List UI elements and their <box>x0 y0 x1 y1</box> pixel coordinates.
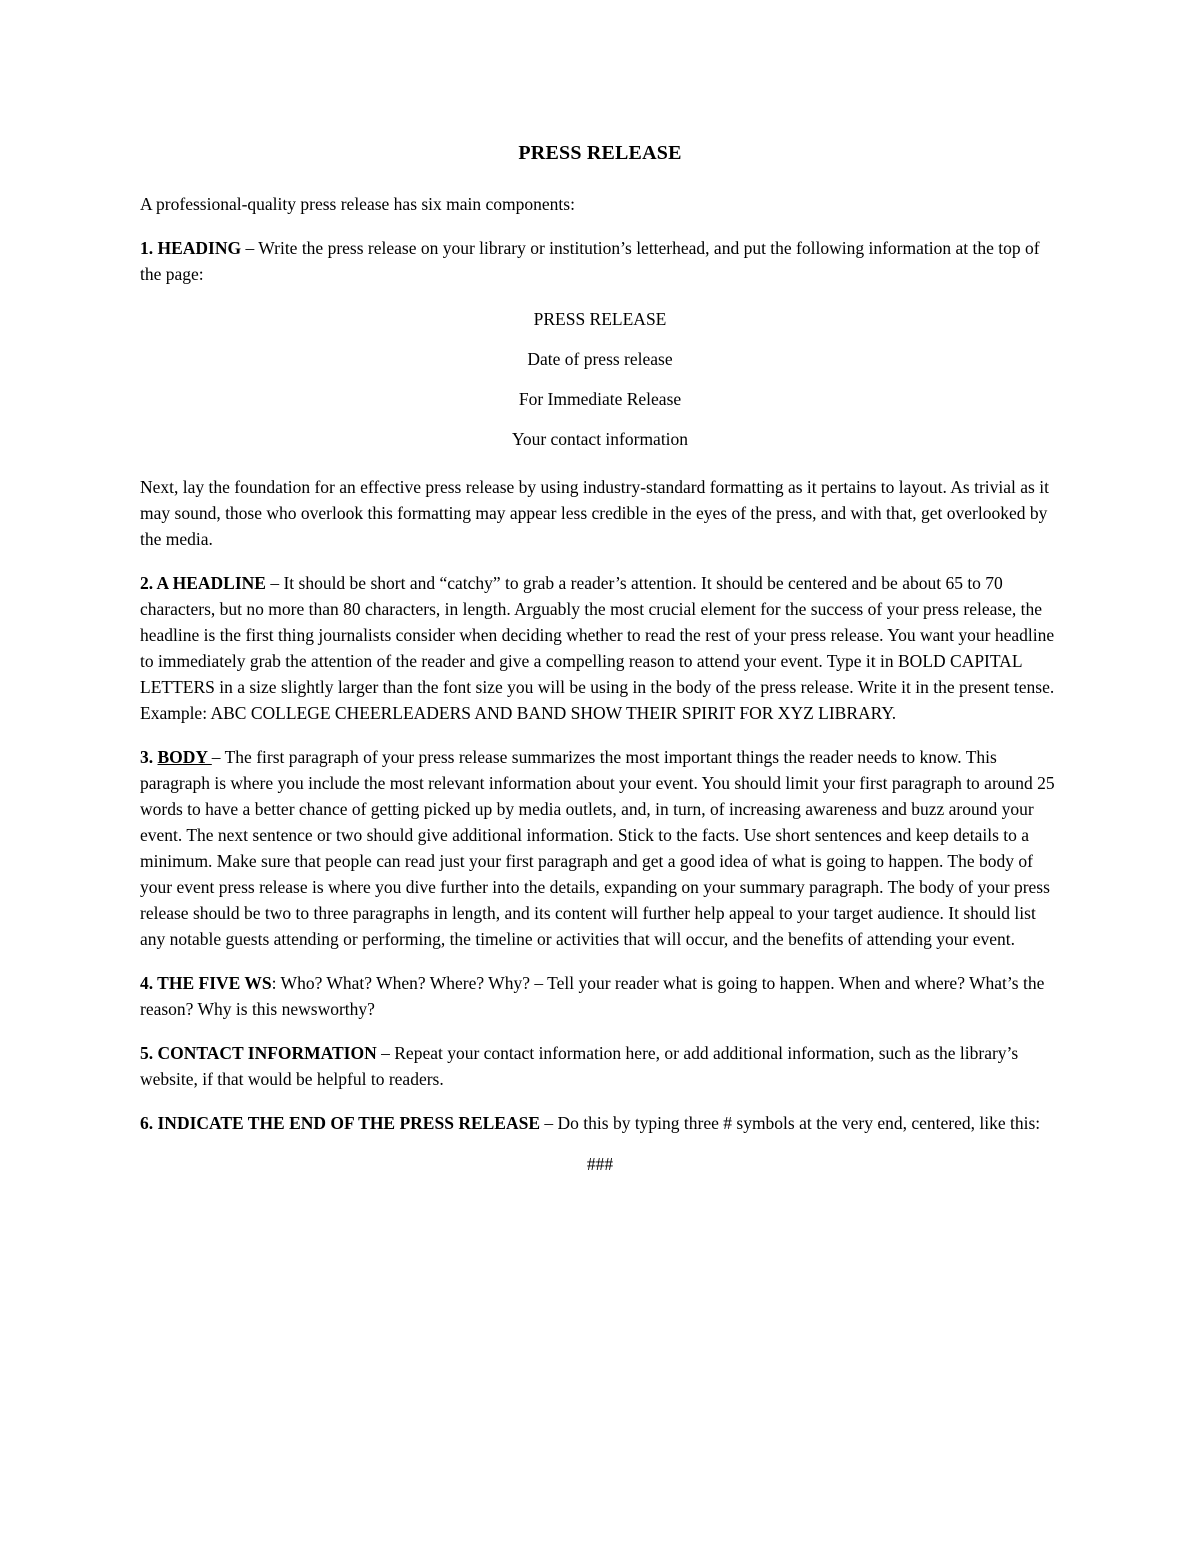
body-section <box>140 744 1060 952</box>
layout-paragraph: Next, lay the foundation for an effective press release by using industry-standard formatting as it pertains to layout. As trivial as it may sound, those who overlook this formatting may appear less credible in the eyes of the press, and with that, get overlooked by the media. <box>140 477 1049 549</box>
five-ws-section <box>140 970 1060 1022</box>
headline-section <box>140 570 1060 726</box>
body-section-number: 3. <box>140 747 158 767</box>
heading-line-date: Date of press release <box>527 349 673 369</box>
heading-section <box>140 235 1060 287</box>
body-section-label: BODY <box>157 747 212 767</box>
contact-section-label: 5. CONTACT INFORMATION <box>140 1043 377 1063</box>
headline-section-text: – It should be short and “catchy” to grab a reader’s attention. It should be centered and be about 65 to 70 characters, but no more than 80 characters, in length. Arguably the most crucial element for the success of your press release, the headline is the first thing journalists consider when deciding whether to read the rest of your press release. You want your headline to immediately grab the attention of the reader and give a compelling reason to attend your event. Type it in BOLD CAPITAL LETTERS in a size slightly larger than the font size you will be using in the body of the press release. Write it in the present tense. Example: ABC COLLEGE CHEERLEADERS AND BAND SHOW THEIR SPIRIT FOR XYZ LIBRARY. <box>140 573 1055 723</box>
end-section-text: – Do this by typing three # symbols at the very end, centered, like this: <box>540 1113 1041 1133</box>
body-section-text: – The first paragraph of your press release summarizes the most important things the reader needs to know. This paragraph is where you include the most relevant information about your event. You should limit your first paragraph to around 25 words to have a better chance of getting picked up by media outlets, and, in turn, of increasing awareness and buzz around your event. The next sentence or two should give additional information. Stick to the facts. Use short sentences and keep details to a minimum. Make sure that people can read just your first paragraph and get a good idea of what is going to happen. The body of your event press release is where you dive further into the details, expanding on your summary paragraph. The body of your press release should be two to three paragraphs in length, and its content will further help appeal to your target audience. It should list any notable guests attending or performing, the timeline or activities that will occur, and the benefits of attending your event. <box>140 747 1055 949</box>
headline-section-label: 2. A HEADLINE <box>140 573 266 593</box>
five-ws-section-label: 4. THE FIVE WS <box>140 973 272 993</box>
heading-line-immediate-release: For Immediate Release <box>518 389 682 409</box>
contact-section <box>140 1040 1060 1092</box>
end-section-label: 6. INDICATE THE END OF THE PRESS RELEASE <box>140 1113 541 1133</box>
end-section <box>140 1110 1060 1136</box>
heading-line-contact: Your contact information <box>511 429 689 449</box>
intro-paragraph: A professional-quality press release has six main components: <box>140 194 575 214</box>
heading-line-press-release: PRESS RELEASE <box>533 309 667 329</box>
heading-lines <box>140 309 1060 450</box>
document-page <box>140 142 1060 1175</box>
end-mark: ### <box>586 1154 614 1174</box>
document-title: PRESS RELEASE <box>518 142 682 164</box>
heading-section-text: – Write the press release on your library or institution’s letterhead, and put the following information at the top of the page: <box>140 238 1040 284</box>
contact-section-text: – Repeat your contact information here, or add additional information, such as the library’s website, if that would be helpful to readers. <box>140 1043 1019 1089</box>
heading-section-label: 1. HEADING <box>140 238 242 258</box>
five-ws-section-text: : Who? What? When? Where? Why? – Tell your reader what is going to happen. When and where? What’s the reason? Why is this newsworthy? <box>140 973 1045 1019</box>
